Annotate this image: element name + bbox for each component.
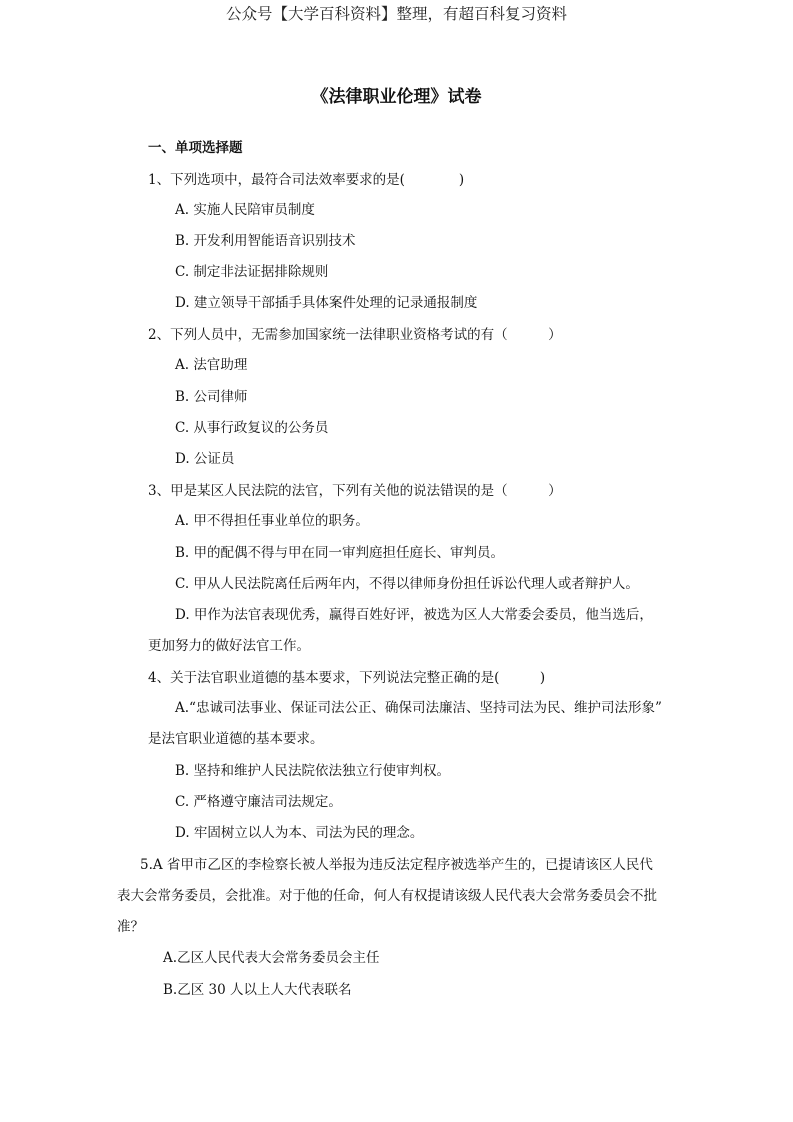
question-line: 4、关于法官职业道德的基本要求，下列说法完整正确的是( )	[148, 670, 546, 686]
option-line: B. 开发利用智能语音识别技术	[175, 233, 356, 249]
option-line: C. 甲从人民法院离任后两年内，不得以律师身份担任诉讼代理人或者辩护人。	[175, 576, 639, 592]
continuation-line: 表大会常务委员，会批准。对于他的任命，何人有权提请该级人民代表大会常务委员会不批	[117, 888, 657, 904]
option-line: D. 牢固树立以人为本、司法为民的理念。	[175, 825, 424, 841]
option-line: D. 建立领导干部插手具体案件处理的记录通报制度	[175, 295, 478, 311]
page-header: 公众号【大学百科资料】整理，有超百科复习资料	[225, 5, 567, 23]
question-line: 2、下列人员中，无需参加国家统一法律职业资格考试的有（ ）	[148, 327, 562, 343]
option-line: B. 坚持和维护人民法院依法独立行使审判权。	[175, 763, 451, 779]
option-line: D. 公证员	[175, 451, 235, 467]
document-title: 《法律职业伦理》试卷	[311, 87, 482, 107]
option-line: A.“忠诚司法事业、保证司法公正、确保司法廉洁、坚持司法为民、维护司法形象”	[175, 700, 662, 716]
option-line: C. 严格遵守廉洁司法规定。	[175, 794, 342, 810]
option-line: A. 实施人民陪审员制度	[175, 202, 315, 218]
option-line: B. 公司律师	[175, 389, 248, 405]
continuation-line: 准？	[117, 919, 144, 935]
option-line: D. 甲作为法官表现优秀，赢得百姓好评，被选为区人大常委会委员，他当选后，	[175, 607, 653, 623]
option-line: C. 制定非法证据排除规则	[175, 264, 329, 280]
option-line: A. 法官助理	[175, 357, 248, 373]
section-heading: 一、单项选择题	[148, 140, 243, 156]
question-line: 1、下列选项中，最符合司法效率要求的是( )	[148, 172, 465, 188]
question-line: 5.A 省甲市乙区的李检察长被人举报为违反法定程序被选举产生的，已提请该区人民代	[140, 857, 653, 873]
question-line: 3、甲是某区人民法院的法官，下列有关他的说法错误的是（ ）	[148, 483, 562, 499]
option-line: A. 甲不得担任事业单位的职务。	[175, 513, 369, 529]
continuation-line: 是法官职业道德的基本要求。	[148, 731, 324, 747]
option-line: B.乙区 30 人以上人大代表联名	[163, 982, 352, 998]
option-line: B. 甲的配偶不得与甲在同一审判庭担任庭长、审判员。	[175, 545, 505, 561]
continuation-line: 更加努力的做好法官工作。	[148, 638, 310, 654]
option-line: C. 从事行政复议的公务员	[175, 420, 329, 436]
option-line: A.乙区人民代表大会常务委员会主任	[163, 950, 380, 966]
